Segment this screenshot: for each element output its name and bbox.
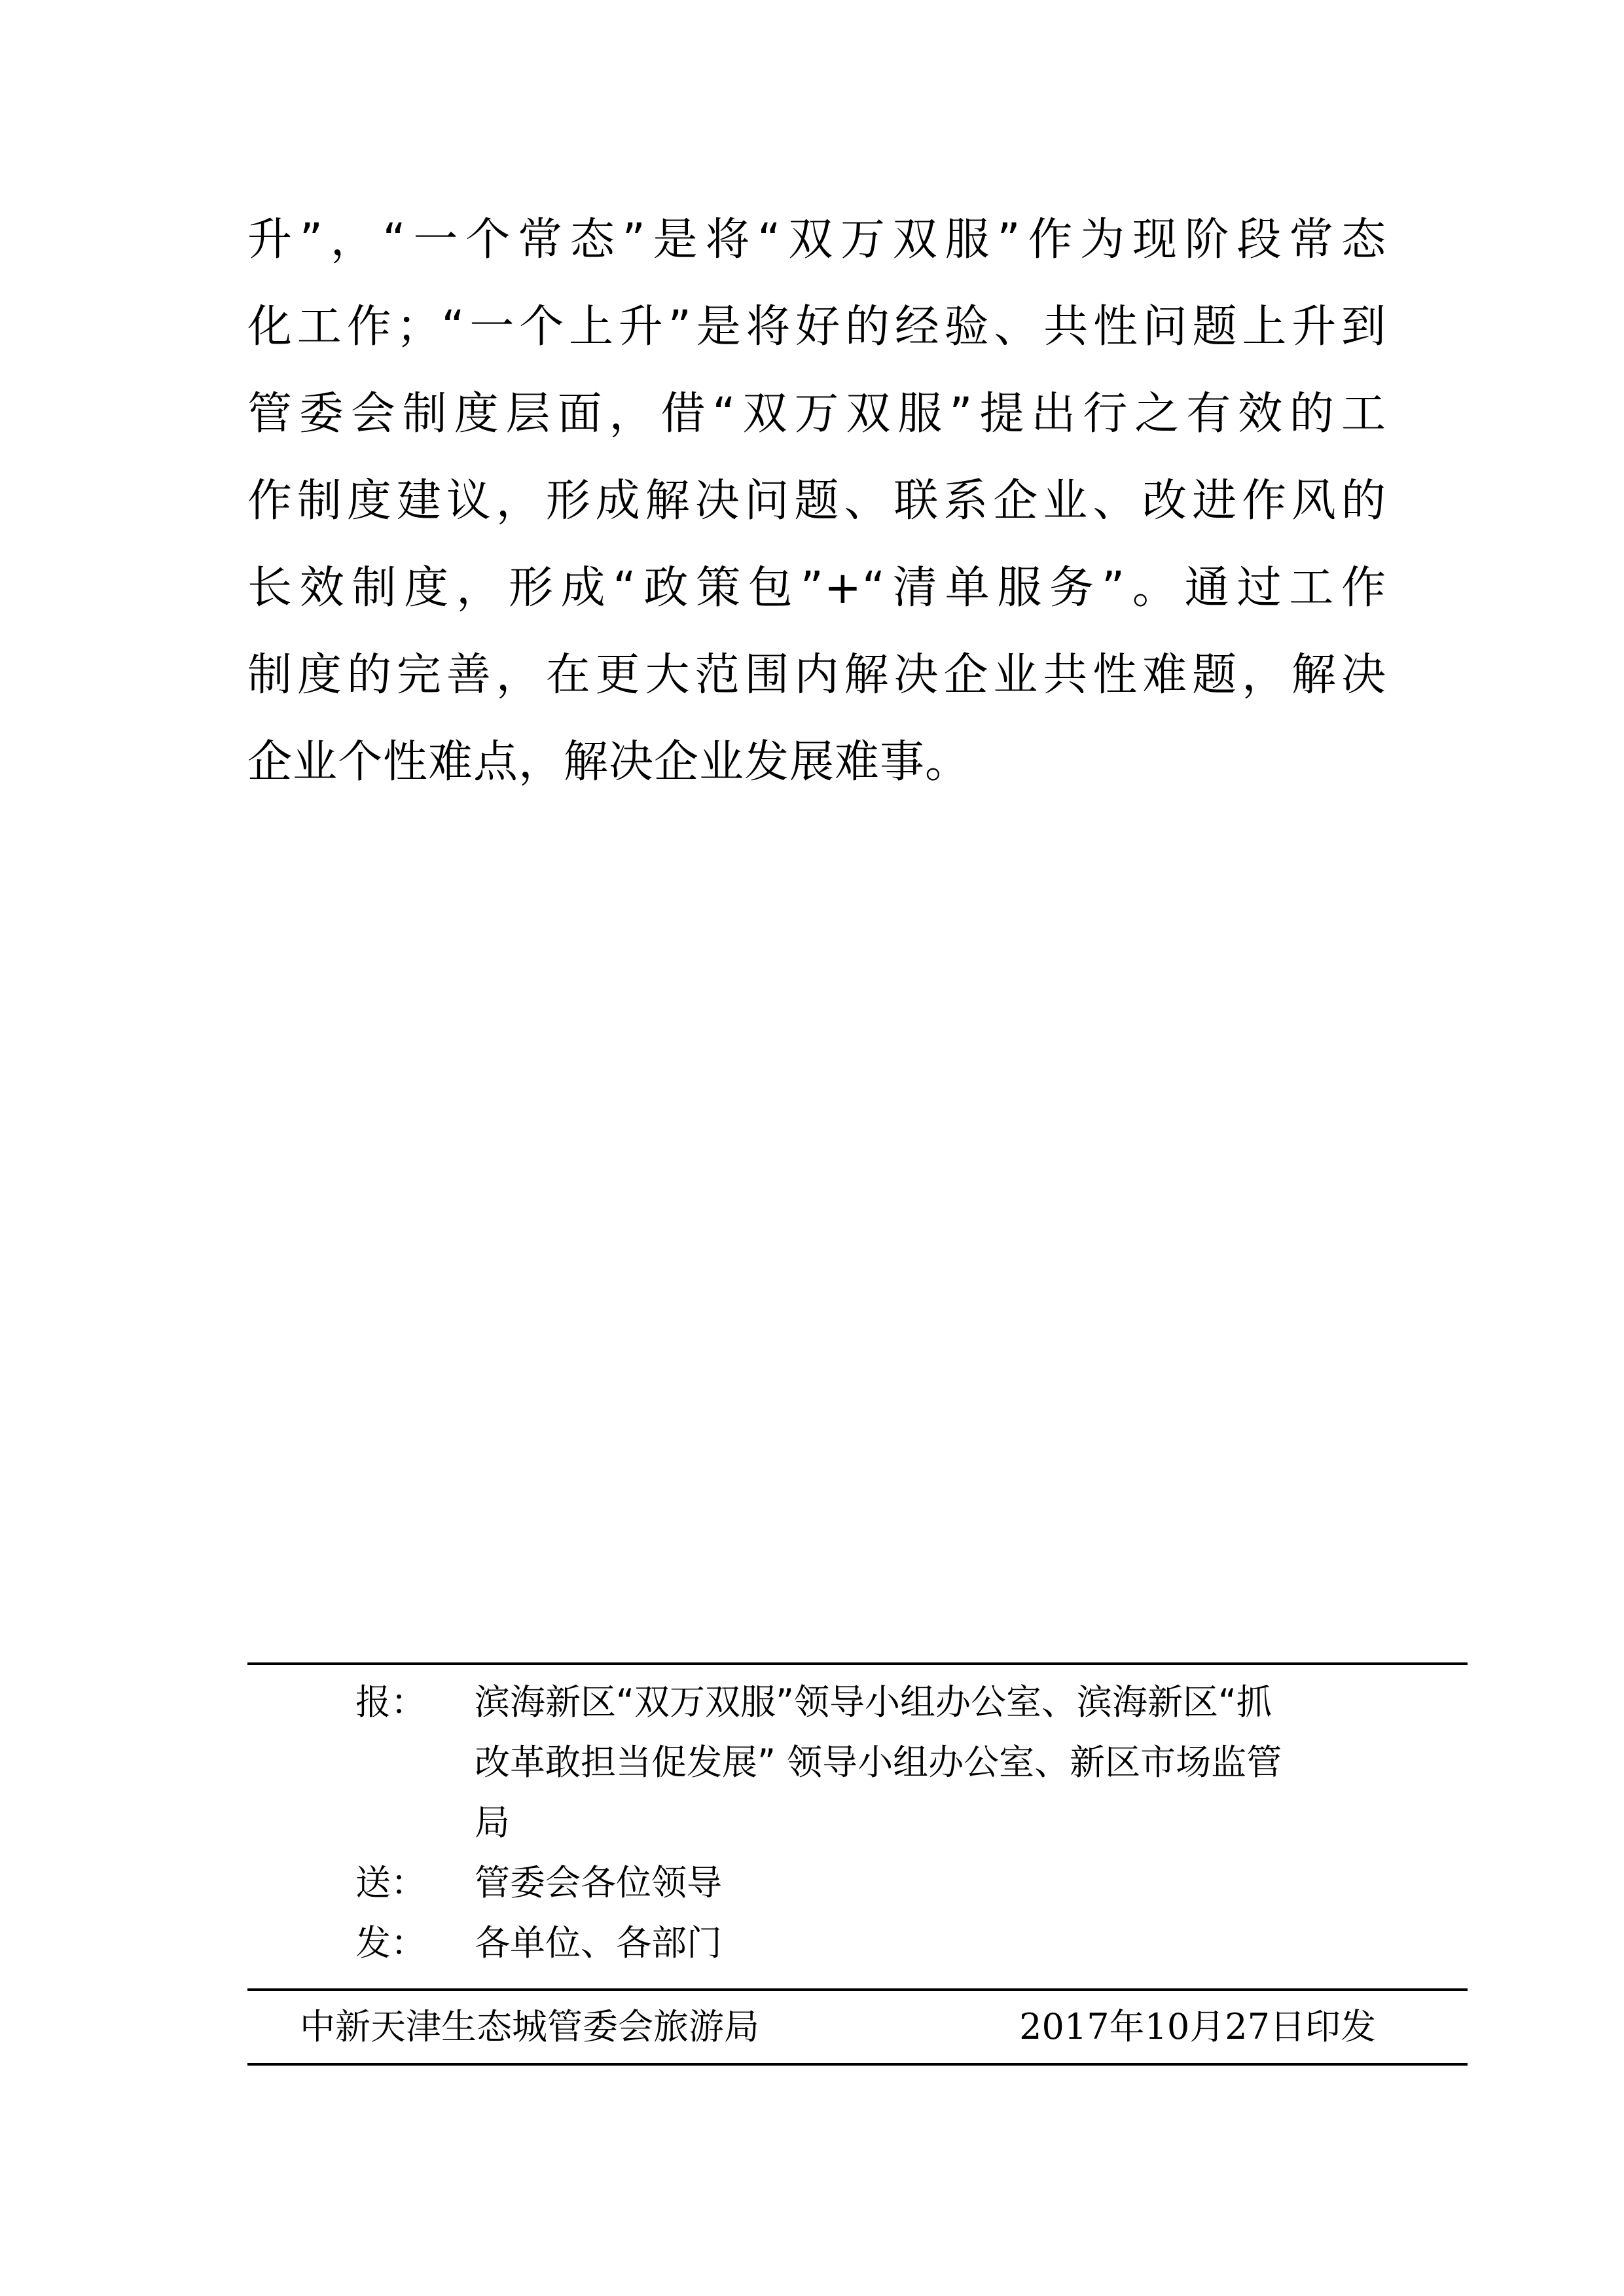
recipient-line: 滨海新区“双万双服”领导小组办公室、滨海新区“抓 <box>475 1681 1272 1723</box>
recipient-line: 改革敢担当促发展” 领导小组办公室、新区市场监管 <box>475 1742 1282 1783</box>
recipient-line: 局 <box>475 1802 510 1843</box>
body-line: 化工作；“一个上升”是将好的经验、共性问题上升到 <box>247 301 1386 353</box>
report-to-recipients <box>475 1672 1468 1853</box>
issue-to-row <box>247 1913 1468 1973</box>
body-line: 升”，“一个常态”是将“双万双服”作为现阶段常态 <box>247 214 1386 266</box>
imprint-footer <box>247 1991 1468 2063</box>
body-line: 管委会制度层面，借“双万双服”提出行之有效的工 <box>247 388 1386 440</box>
issue-to-label: 发： <box>355 1922 426 1964</box>
body-text <box>247 196 1386 806</box>
body-line: 企业个性难点，解决企业发展难事。 <box>247 736 971 788</box>
body-line: 长效制度，形成“政策包”+“清单服务”。通过工作 <box>247 562 1386 614</box>
issue-to-recipients <box>475 1913 1468 1973</box>
distribution-block <box>247 1672 1468 1973</box>
body-line: 作制度建议，形成解决问题、联系企业、改进作风的 <box>247 475 1386 527</box>
send-to-row <box>247 1853 1468 1913</box>
distribution-top-rule <box>247 1662 1468 1665</box>
footer-bottom-rule <box>247 2063 1468 2066</box>
body-line: 制度的完善，在更大范围内解决企业共性难题，解决 <box>247 649 1386 701</box>
send-to-recipients <box>475 1853 1468 1913</box>
issue-date: 2017年10月27日印发 <box>1019 2006 1376 2047</box>
issuing-organization: 中新天津生态城管委会旅游局 <box>300 2006 759 2047</box>
recipient-line: 管委会各位领导 <box>475 1862 722 1903</box>
send-to-label: 送： <box>355 1862 426 1903</box>
recipient-line: 各单位、各部门 <box>475 1922 722 1964</box>
report-to-label: 报： <box>355 1681 426 1723</box>
report-to-row <box>247 1672 1468 1853</box>
